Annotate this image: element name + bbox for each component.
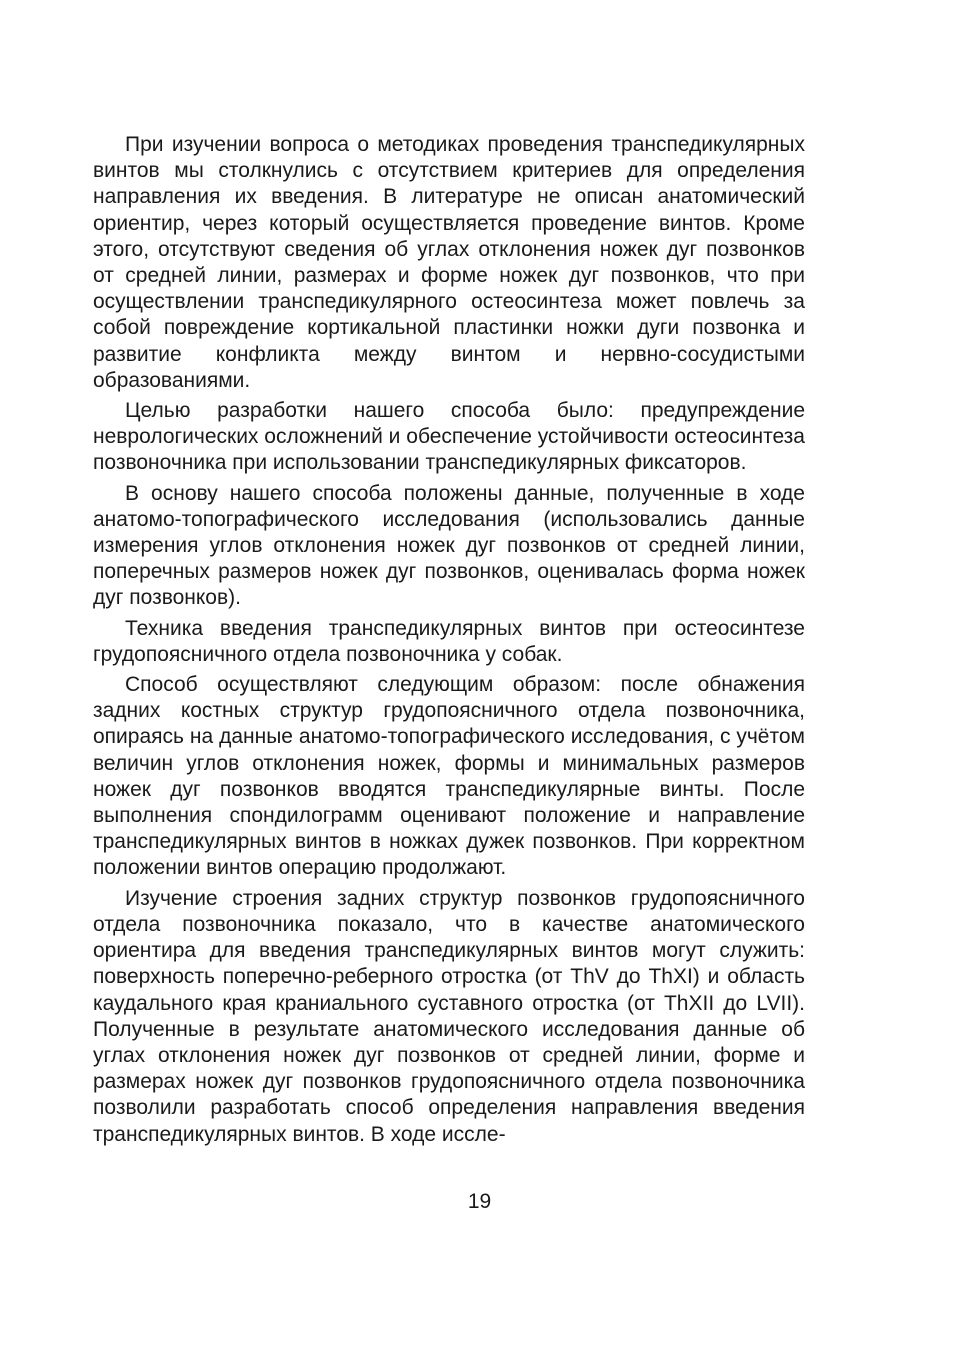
paragraph: В основу нашего способа положены данные, полученные в ходе анатомо-топографического исследования (использовались данные измерения углов отклонения ножек дуг позвонков от средней линии, поперечных размеров ножек дуг позвонков, оценивалась форма ножек дуг позвонков). [93, 481, 805, 610]
page-number: 19 [467, 1190, 492, 1213]
body-text [93, 132, 805, 1152]
paragraph: Способ осуществляют следующим образом: после обнажения задних костных структур грудопоясничного отдела позвоночника, опираясь на данные анатомо-топографического исследования, с учётом величин углов отклонения ножек, формы и минимальных размеров ножек дуг позвонков вводятся транспедикулярные винты. После выполнения спондилограмм оценивают положение и направление транспедикулярных винтов в ножках дужек позвонков. При корректном положении винтов операцию продолжают. [93, 673, 805, 880]
paragraph: Техника введения транспедикулярных винтов при остеосинтезе грудопоясничного отдела позвоночника у собак. [93, 616, 805, 666]
paragraph: Изучение строения задних структур позвонков грудопоясничного отдела позвоночника показало, что в качестве анатомического ориентира для введения транспедикулярных винтов могут служить: поверхность поперечно-реберного отростка (от ThV до ThXI) и область каудального края краниального суставного отростка (от ThXII до LVII). Полученные в результате анатомического исследования данные об углах отклонения ножек дуг позвонков от средней линии, форме и размерах ножек дуг позвонков грудопоясничного отдела позвоночника позволили разработать способ определения направления введения транспедикулярных винтов. В ходе иссле- [93, 886, 805, 1146]
paragraph: Целью разработки нашего способа было: предупреждение неврологических осложнений и обеспечение устойчивости остеосинтеза позвоночника при использовании транспедикулярных фиксаторов. [93, 399, 805, 475]
paragraph: При изучении вопроса о методиках проведения транспедикулярных винтов мы столкнулись с отсутствием критериев для определения направления их введения. В литературе не описан анатомический ориентир, через который осуществляется проведение винтов. Кроме этого, отсутствуют сведения об углах отклонения ножек дуг позвонков от средней линии, размерах и форме ножек дуг позвонков, что при осуществлении транспедикулярного остеосинтеза может повлечь за собой повреждение кортикальной пластинки ножки дуги позвонка и развитие конфликта между винтом и нервно-сосудистыми образованиями. [93, 133, 805, 392]
